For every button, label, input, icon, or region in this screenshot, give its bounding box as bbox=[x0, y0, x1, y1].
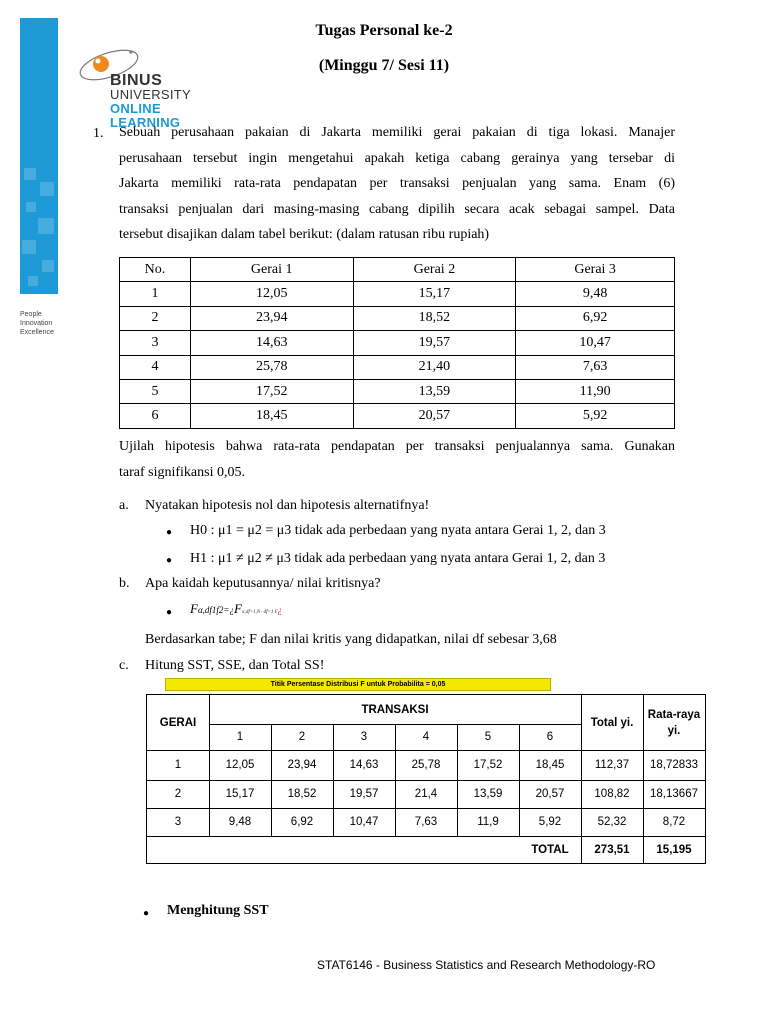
hypothesis-h0: H0 : μ1 = μ2 = μ3 tidak ada perbedaan yang nyata antara Gerai 1, 2, dan 3 bbox=[190, 523, 606, 538]
table-cell: 5 bbox=[120, 379, 191, 403]
question-text bbox=[119, 120, 675, 248]
part-b-text: Apa kaidah keputusannya/ nilai kritisnya? bbox=[145, 576, 381, 591]
value-cell: 17,52 bbox=[473, 759, 503, 771]
value-cell: 18,45 bbox=[535, 759, 565, 771]
mean-cell: 8,72 bbox=[662, 816, 686, 828]
total-cell: 52,32 bbox=[597, 816, 627, 828]
question-number: 1. bbox=[93, 126, 104, 141]
total-cell: 112,37 bbox=[594, 759, 630, 771]
mean-cell: 18,72833 bbox=[650, 759, 698, 771]
value-cell: 13,59 bbox=[473, 788, 503, 800]
table-cell: 14,63 bbox=[190, 331, 353, 355]
anova-summary-table bbox=[146, 694, 706, 864]
part-a-text: Nyatakan hipotesis nol dan hipotesis alternatifnya! bbox=[145, 498, 430, 513]
value-cell: 25,78 bbox=[411, 759, 441, 771]
table-cell: 1 bbox=[120, 282, 191, 306]
table-cell: 15,17 bbox=[353, 282, 516, 306]
table-row bbox=[120, 379, 675, 403]
logo-line-learning: LEARNING bbox=[110, 115, 181, 130]
bullet-icon: ● bbox=[166, 527, 173, 538]
f-table-banner: Titik Persentase Distribusi F untuk Probabilita = 0,05 bbox=[165, 678, 551, 691]
transaksi-subheader: 5 bbox=[484, 731, 492, 743]
formula-end: ¿ bbox=[277, 605, 283, 615]
table-cell: 2 bbox=[120, 306, 191, 330]
instruction-line: Ujilah hipotesis bahwa rata-rata pendapatan per transaksi penjualannya sama. Gunakan bbox=[119, 439, 675, 454]
bullet-icon: ● bbox=[143, 908, 150, 919]
tagline bbox=[20, 310, 54, 337]
tagline-line: Innovation bbox=[20, 320, 53, 327]
table-cell: 18,52 bbox=[353, 306, 516, 330]
part-b-conclusion: Berdasarkan tabe; F dan nilai kritis yang didapatkan, nilai df sebesar 3,68 bbox=[145, 632, 557, 647]
table-row bbox=[120, 306, 675, 330]
gerai-cell: 1 bbox=[174, 759, 182, 771]
table-cell: 9,48 bbox=[516, 282, 675, 306]
table-row bbox=[120, 355, 675, 379]
value-cell: 23,94 bbox=[287, 759, 317, 771]
table-cell: 6 bbox=[120, 404, 191, 428]
tagline-line: Excellence bbox=[20, 329, 54, 336]
logo-line-university: UNIVERSITY bbox=[110, 87, 192, 102]
gerai-cell: 3 bbox=[174, 816, 182, 828]
table-cell: 6,92 bbox=[516, 306, 675, 330]
sst-heading: Menghitung SST bbox=[167, 903, 269, 918]
question-line: tersebut disajikan dalam tabel berikut: (dalam ratusan ribu rupiah) bbox=[119, 227, 490, 242]
transaksi-subheader: 3 bbox=[360, 731, 368, 743]
value-cell: 20,57 bbox=[535, 788, 565, 800]
transaksi-subheader: 4 bbox=[422, 731, 430, 743]
header-cell: Gerai 1 bbox=[190, 258, 353, 282]
formula-subscript: α,df1f2=¿ bbox=[197, 605, 235, 615]
value-cell: 5,92 bbox=[538, 816, 562, 828]
table-cell: 3 bbox=[120, 331, 191, 355]
value-cell: 9,48 bbox=[228, 816, 252, 828]
value-cell: 14,63 bbox=[349, 759, 379, 771]
value-cell: 6,92 bbox=[290, 816, 314, 828]
table-cell: 18,45 bbox=[190, 404, 353, 428]
table-cell: 23,94 bbox=[190, 306, 353, 330]
part-c-label: c. bbox=[119, 658, 129, 673]
table-row bbox=[120, 404, 675, 428]
value-cell: 7,63 bbox=[414, 816, 438, 828]
total-header: Total yi. bbox=[590, 717, 634, 729]
transaksi-subheader: 6 bbox=[546, 731, 554, 743]
table-cell: 19,57 bbox=[353, 331, 516, 355]
gerai-header: GERAI bbox=[159, 716, 197, 729]
table-cell: 25,78 bbox=[190, 355, 353, 379]
part-c-text: Hitung SST, SSE, dan Total SS! bbox=[145, 658, 325, 673]
table-cell: 11,90 bbox=[516, 379, 675, 403]
bullet-icon: ● bbox=[166, 555, 173, 566]
value-cell: 11,9 bbox=[477, 816, 499, 828]
table-cell: 4 bbox=[120, 355, 191, 379]
question-line: Jakarta memiliki rata-rata pendapatan per transaksi penjualan yang sama. Enam (6) bbox=[119, 176, 675, 191]
page-title: Tugas Personal ke-2 bbox=[315, 22, 453, 39]
critical-value-formula bbox=[190, 600, 282, 618]
mean-cell: 18,13667 bbox=[650, 788, 698, 800]
grand-mean-cell: 15,195 bbox=[656, 843, 692, 856]
value-cell: 19,57 bbox=[349, 788, 379, 800]
question-line: perusahaan tersebut ingin mengetahui apakah ketiga cabang gerainya yang tersebar di bbox=[119, 150, 675, 166]
header-cell: Gerai 2 bbox=[353, 258, 516, 282]
value-cell: 10,47 bbox=[349, 816, 379, 828]
sales-table bbox=[119, 257, 675, 429]
table-row bbox=[120, 331, 675, 355]
header-cell: No. bbox=[120, 258, 191, 282]
logo-line-binus: BINUS bbox=[110, 72, 163, 89]
hypothesis-h1: H1 : μ1 ≠ μ2 ≠ μ3 tidak ada perbedaan yang nyata antara Gerai 1, 2, dan 3 bbox=[190, 551, 606, 566]
instruction-line: taraf signifikansi 0,05. bbox=[119, 464, 245, 480]
logo-line-online: ONLINE bbox=[110, 101, 161, 116]
question-line: Sebuah perusahaan pakaian di Jakarta memiliki gerai pakaian di tiga lokasi. Manajer bbox=[119, 125, 675, 140]
header-cell: Gerai 3 bbox=[516, 258, 675, 282]
value-cell: 15,17 bbox=[225, 788, 255, 800]
table-cell: 13,59 bbox=[353, 379, 516, 403]
tagline-line: People bbox=[20, 311, 42, 318]
bullet-icon: ● bbox=[166, 607, 173, 618]
table-cell: 21,40 bbox=[353, 355, 516, 379]
formula-f: F bbox=[190, 601, 198, 616]
total-cell: 108,82 bbox=[594, 788, 630, 800]
part-b-label: b. bbox=[119, 576, 130, 591]
total-row-label: TOTAL bbox=[531, 843, 569, 856]
transaksi-subheader: 1 bbox=[236, 731, 244, 743]
mean-header: Rata-raya yi. bbox=[647, 709, 701, 737]
formula-f2: F bbox=[234, 601, 242, 616]
table-cell: 10,47 bbox=[516, 331, 675, 355]
table-cell: 5,92 bbox=[516, 404, 675, 428]
question-line: transaksi penjualan dari masing-masing cabang dipilih secara acak sebagai sampel. Data bbox=[119, 201, 675, 217]
instruction-text bbox=[119, 434, 675, 485]
formula-tiny: α,df=1,N−df=1 F bbox=[241, 610, 278, 615]
page-subtitle: (Minggu 7/ Sesi 11) bbox=[318, 57, 450, 74]
transaksi-header: TRANSAKSI bbox=[361, 703, 429, 716]
page-footer: STAT6146 - Business Statistics and Research Methodology-RO bbox=[317, 958, 656, 972]
transaksi-subheader: 2 bbox=[298, 731, 306, 743]
value-cell: 21,4 bbox=[414, 788, 438, 800]
table-cell: 7,63 bbox=[516, 355, 675, 379]
value-cell: 18,52 bbox=[287, 788, 317, 800]
value-cell: 12,05 bbox=[225, 759, 255, 771]
table-row bbox=[120, 282, 675, 306]
grand-total-cell: 273,51 bbox=[594, 843, 630, 856]
table-cell: 17,52 bbox=[190, 379, 353, 403]
table-cell: 12,05 bbox=[190, 282, 353, 306]
table-header-row bbox=[120, 258, 675, 282]
part-a-label: a. bbox=[119, 498, 129, 513]
gerai-cell: 2 bbox=[174, 788, 182, 800]
table-cell: 20,57 bbox=[353, 404, 516, 428]
